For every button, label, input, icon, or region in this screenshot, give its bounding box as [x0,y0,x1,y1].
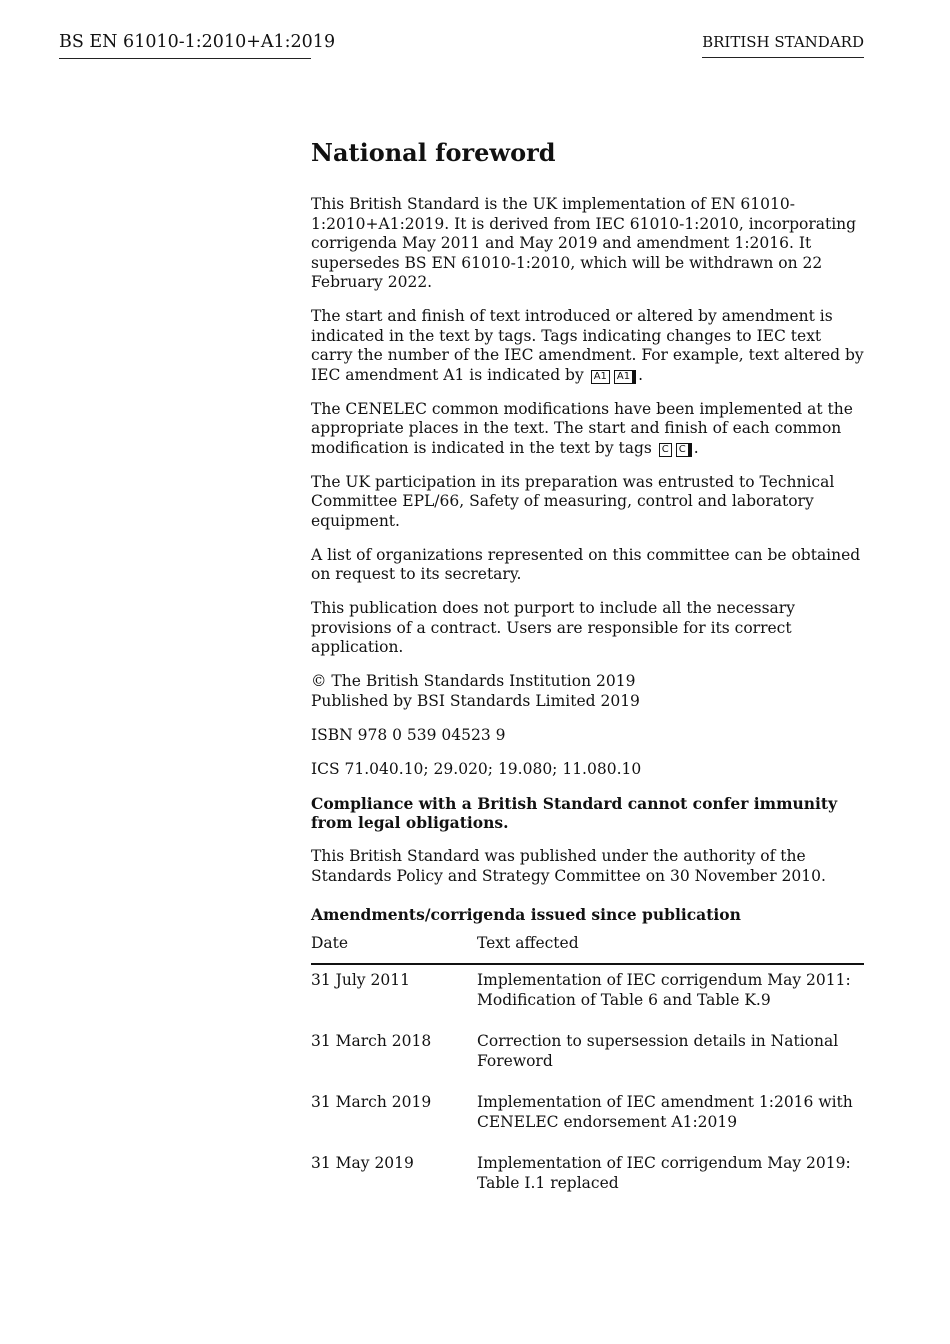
cenelec-end-tag-icon: C [676,443,692,457]
authority-paragraph: This British Standard was published under the authority of the Standards Policy and Strategy Committee on 30 November 2010. [311,847,826,885]
cenelec-period: . [693,438,699,457]
table-header-row [311,934,864,964]
standard-type-header: BRITISH STANDARD [702,31,864,58]
row-date: 31 March 2018 [311,1032,432,1050]
cenelec-text: The CENELEC common modifications have been implemented at the appropriate places in the text. The start and finish of each common modification is indicated in the text by tags [311,399,853,457]
amendments-heading: Amendments/corrigenda issued since publication [311,905,741,924]
document-id-header: BS EN 61010-1:2010+A1:2019 [59,30,311,59]
table-row [311,964,864,1026]
amendment-tags-text: The start and finish of text introduced or altered by amendment is indicated in the text by tags. Tags indicating changes to IEC text carry the number of the IEC amendment. For example, text altered by IEC amendment A1 is indicated by [311,307,864,384]
row-text-affected: Implementation of IEC corrigendum May 2019: Table I.1 replaced [477,1154,851,1192]
row-text-affected: Implementation of IEC amendment 1:2016 with CENELEC endorsement A1:2019 [477,1093,853,1131]
row-text-affected: Correction to supersession details in National Foreword [477,1032,839,1070]
page-title: National foreword [311,138,556,167]
row-text-affected: Implementation of IEC corrigendum May 2011: Modification of Table 6 and Table K.9 [477,971,851,1009]
column-header-text-affected: Text affected [477,934,864,964]
foreword-body [311,136,864,1209]
row-date: 31 May 2019 [311,1154,414,1172]
copyright-block [311,672,864,711]
column-header-date: Date [311,934,477,964]
amendment-start-tag-icon: A1 [591,370,610,384]
row-date: 31 July 2011 [311,971,410,989]
cenelec-paragraph [311,400,864,459]
cenelec-start-tag-icon: C [659,443,672,457]
compliance-notice: Compliance with a British Standard cannot confer immunity from legal obligations. [311,793,838,832]
isbn: ISBN 978 0 539 04523 9 [311,725,506,744]
table-row [311,1148,864,1209]
organizations-paragraph: A list of organizations represented on this committee can be obtained on request to its secretary. [311,545,861,583]
copyright-line: © The British Standards Institution 2019 [311,672,636,690]
table-row [311,1087,864,1148]
table-row [311,1026,864,1087]
implementation-paragraph: This British Standard is the UK implementation of EN 61010-1:2010+A1:2019. It is derived from IEC 61010-1:2010, incorporating corrigenda May 2011 and May 2019 and amendment 1:2016. It supersedes BS EN 61010-1:2010, which will be withdrawn on 22 February 2022. [311,195,857,291]
contract-paragraph: This publication does not purport to include all the necessary provisions of a contract. Users are responsible for its correct application. [311,599,795,656]
amendment-tags-period: . [638,365,644,384]
amendments-table [311,934,864,1209]
publisher-line: Published by BSI Standards Limited 2019 [311,691,640,710]
committee-paragraph: The UK participation in its preparation was entrusted to Technical Committee EPL/66, Safety of measuring, control and laboratory equipment. [311,472,835,530]
amendment-tags-paragraph [311,307,864,385]
row-date: 31 March 2019 [311,1093,432,1111]
ics: ICS 71.040.10; 29.020; 19.080; 11.080.10 [311,759,642,778]
amendment-end-tag-icon: A1 [614,370,636,384]
